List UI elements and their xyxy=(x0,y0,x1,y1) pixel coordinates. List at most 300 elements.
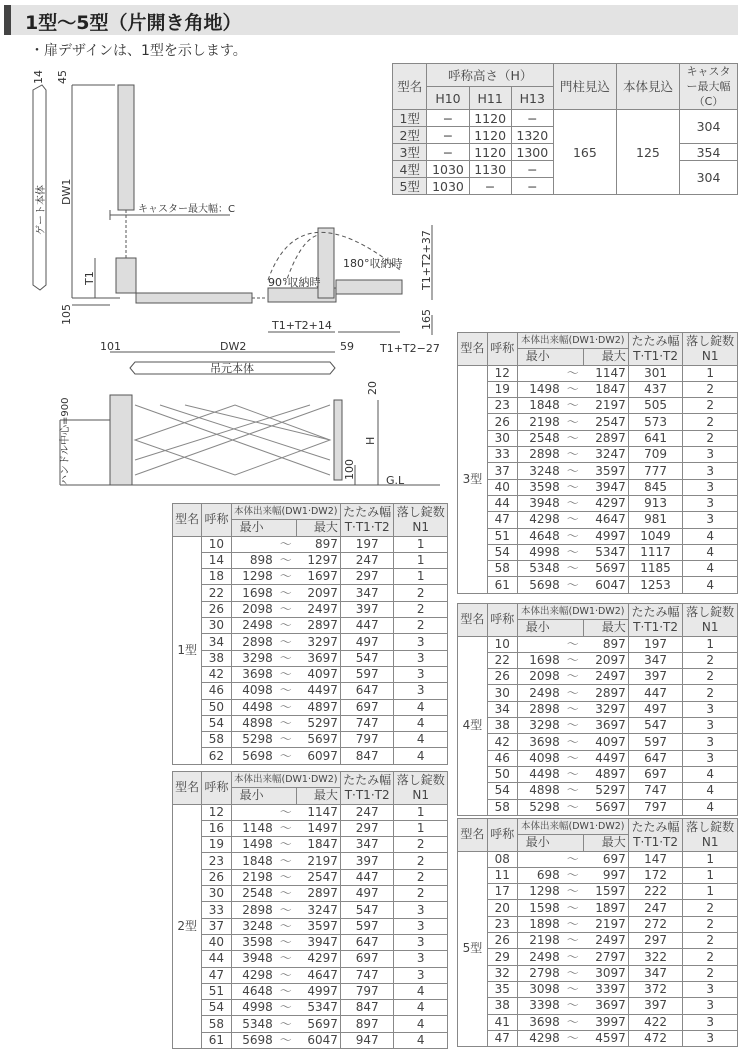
col-post: 門柱見込 xyxy=(553,64,616,110)
max-width: 3597 xyxy=(297,918,341,934)
min-width: 4298 xyxy=(231,967,275,983)
fold-width: 647 xyxy=(340,934,394,950)
lock-count: 4 xyxy=(394,1000,448,1016)
lock-count: 1 xyxy=(394,820,448,836)
model-name: 2型 xyxy=(173,804,202,1048)
col-max: 最大 xyxy=(297,520,341,536)
col-locks xyxy=(683,333,738,366)
lock-count: 4 xyxy=(683,577,738,593)
range-tilde: 〜 xyxy=(562,718,584,734)
min-width: 2098 xyxy=(231,601,275,617)
lock-count: 2 xyxy=(683,685,738,701)
fold-width: 597 xyxy=(340,918,394,934)
range-tilde: 〜 xyxy=(275,902,297,918)
min-width: 1298 xyxy=(517,884,562,900)
name-value: 41 xyxy=(487,1014,517,1030)
col-h11: H11 xyxy=(469,87,511,110)
range-tilde: 〜 xyxy=(562,867,584,883)
size-table-2 xyxy=(172,771,448,1049)
table-row xyxy=(458,430,738,446)
lock-count: 3 xyxy=(683,998,738,1014)
section-header xyxy=(4,5,738,35)
name-value: 58 xyxy=(202,1016,231,1032)
lock-count: 4 xyxy=(683,561,738,577)
range-tilde: 〜 xyxy=(275,618,297,634)
fold-width: 1253 xyxy=(628,577,683,593)
table-row xyxy=(173,804,448,820)
col-fold xyxy=(340,772,394,805)
name-value: 30 xyxy=(202,886,231,902)
fold-width: 647 xyxy=(340,683,394,699)
table-row xyxy=(173,853,448,869)
min-width: 3948 xyxy=(517,495,562,511)
max-width: 4497 xyxy=(297,683,341,699)
lock-count: 2 xyxy=(683,430,738,446)
min-width: 2498 xyxy=(517,949,562,965)
min-width: 2198 xyxy=(517,414,562,430)
max-width: 4647 xyxy=(584,512,629,528)
max-width: 2097 xyxy=(297,585,341,601)
fold-width: 897 xyxy=(340,1016,394,1032)
name-value: 62 xyxy=(202,748,231,764)
spec-table xyxy=(392,63,738,195)
table-row xyxy=(173,634,448,650)
max-width: 2497 xyxy=(584,669,629,685)
range-tilde: 〜 xyxy=(562,933,584,949)
min-width: 1598 xyxy=(517,900,562,916)
min-width: 3398 xyxy=(517,998,562,1014)
stow-90-label: 90°収納時 xyxy=(268,276,321,289)
dim-t1t2p37: T1+T2+37 xyxy=(420,230,433,290)
table-row xyxy=(458,512,738,528)
col-model: 型名 xyxy=(393,64,427,110)
col-fold xyxy=(628,819,683,852)
min-width: 1148 xyxy=(231,820,275,836)
gate-body-label: ゲート本体 xyxy=(36,185,47,235)
min-width: 4648 xyxy=(517,528,562,544)
lock-count: 2 xyxy=(394,886,448,902)
range-tilde: 〜 xyxy=(562,766,584,782)
fold-width: 547 xyxy=(628,718,683,734)
height-value: − xyxy=(511,161,553,178)
min-width: 2498 xyxy=(517,685,562,701)
lock-count: 1 xyxy=(394,804,448,820)
height-value: 1120 xyxy=(469,127,511,144)
range-tilde: 〜 xyxy=(562,884,584,900)
locks-sub-label: N1 xyxy=(412,787,430,802)
lock-count: 1 xyxy=(394,552,448,568)
range-tilde: 〜 xyxy=(562,783,584,799)
table-row xyxy=(458,867,738,883)
fold-width: 697 xyxy=(340,951,394,967)
fold-width: 301 xyxy=(628,365,683,381)
fold-width: 297 xyxy=(340,569,394,585)
height-value: 1030 xyxy=(427,161,469,178)
table-row xyxy=(458,414,738,430)
lock-count: 3 xyxy=(683,1014,738,1030)
table-row xyxy=(173,918,448,934)
height-value: 1300 xyxy=(511,144,553,161)
lock-count: 3 xyxy=(394,902,448,918)
fold-width: 472 xyxy=(628,1030,683,1046)
lock-count: 3 xyxy=(394,918,448,934)
min-width: 4898 xyxy=(517,783,562,799)
lock-count: 3 xyxy=(683,750,738,766)
range-tilde: 〜 xyxy=(275,569,297,585)
name-value: 22 xyxy=(202,585,231,601)
range-tilde: 〜 xyxy=(275,886,297,902)
range-tilde: 〜 xyxy=(562,561,584,577)
min-width: 4098 xyxy=(517,750,562,766)
min-width: 3098 xyxy=(517,981,562,997)
ground-level-label: G.L xyxy=(386,474,405,487)
fold-width: 597 xyxy=(340,666,394,682)
name-value: 38 xyxy=(487,998,517,1014)
lock-count: 3 xyxy=(683,447,738,463)
name-value: 51 xyxy=(202,983,231,999)
col-fold xyxy=(628,604,683,637)
min-width: 5298 xyxy=(231,732,275,748)
col-locks xyxy=(683,604,738,637)
min-width: 2898 xyxy=(517,447,562,463)
table-row xyxy=(458,981,738,997)
col-model: 型名 xyxy=(173,772,202,805)
max-width: 2897 xyxy=(297,886,341,902)
table-row xyxy=(458,766,738,782)
min-width: 3948 xyxy=(231,951,275,967)
col-name: 呼称 xyxy=(487,819,517,852)
max-width: 4897 xyxy=(297,699,341,715)
name-value: 58 xyxy=(487,561,517,577)
max-width: 1597 xyxy=(584,884,629,900)
fold-width: 497 xyxy=(340,886,394,902)
fold-width: 397 xyxy=(628,998,683,1014)
fold-width: 447 xyxy=(340,618,394,634)
gate-diagram xyxy=(0,60,450,500)
height-value: − xyxy=(427,127,469,144)
fold-width: 697 xyxy=(340,699,394,715)
table-row xyxy=(458,544,738,560)
fold-width: 422 xyxy=(628,1014,683,1030)
col-fold xyxy=(340,504,394,537)
lock-count: 3 xyxy=(394,951,448,967)
fold-width: 647 xyxy=(628,750,683,766)
model-name: 4型 xyxy=(458,636,488,815)
name-value: 37 xyxy=(202,918,231,934)
name-value: 42 xyxy=(487,734,517,750)
col-model: 型名 xyxy=(173,504,202,537)
name-value: 29 xyxy=(487,949,517,965)
fold-width: 447 xyxy=(628,685,683,701)
height-value: 1130 xyxy=(469,161,511,178)
max-width: 3597 xyxy=(584,463,629,479)
base-body-label: 吊元本体 xyxy=(210,362,254,375)
name-value: 61 xyxy=(202,1032,231,1048)
max-width: 5297 xyxy=(297,715,341,731)
table-row xyxy=(173,601,448,617)
min-width: 3298 xyxy=(517,718,562,734)
table-row xyxy=(458,933,738,949)
lock-count: 1 xyxy=(394,569,448,585)
fold-width: 697 xyxy=(628,766,683,782)
name-value: 50 xyxy=(487,766,517,782)
col-width: 本体出来幅(DW1·DW2) xyxy=(517,819,628,835)
fold-width: 297 xyxy=(628,933,683,949)
range-tilde: 〜 xyxy=(562,447,584,463)
table-row xyxy=(173,1000,448,1016)
lock-count: 4 xyxy=(683,544,738,560)
lock-count: 2 xyxy=(683,381,738,397)
dim-165: 165 xyxy=(420,309,433,330)
max-width: 3097 xyxy=(584,965,629,981)
dim-t1t2p14: T1+T2+14 xyxy=(272,319,332,332)
min-width: 1498 xyxy=(517,381,562,397)
max-width: 1147 xyxy=(297,804,341,820)
model-name: 3型 xyxy=(458,365,488,593)
range-tilde: 〜 xyxy=(562,949,584,965)
table-row xyxy=(458,718,738,734)
table-row xyxy=(458,685,738,701)
col-max: 最大 xyxy=(297,788,341,804)
fold-width: 197 xyxy=(340,536,394,552)
fold-width: 573 xyxy=(628,414,683,430)
table-row xyxy=(173,618,448,634)
lock-count: 2 xyxy=(394,585,448,601)
max-width: 2547 xyxy=(584,414,629,430)
lock-count: 3 xyxy=(683,718,738,734)
range-tilde: 〜 xyxy=(562,799,584,815)
col-min: 最小 xyxy=(517,620,584,636)
model-name: 5型 xyxy=(458,851,488,1047)
height-value: 1120 xyxy=(469,110,511,127)
range-tilde: 〜 xyxy=(562,998,584,1014)
min-width: 3698 xyxy=(517,1014,562,1030)
min-width: 2798 xyxy=(517,965,562,981)
name-value: 33 xyxy=(202,902,231,918)
name-value: 26 xyxy=(487,933,517,949)
fold-sub-label: T·T1·T2 xyxy=(633,834,678,849)
dim-45: 45 xyxy=(56,70,69,84)
design-note: ・扉デザインは、1型を示します。 xyxy=(30,43,247,59)
max-width: 3997 xyxy=(584,1014,629,1030)
min-width: 3598 xyxy=(517,479,562,495)
name-value: 42 xyxy=(202,666,231,682)
max-width: 3247 xyxy=(297,902,341,918)
min-width: 5298 xyxy=(517,799,562,815)
min-width xyxy=(231,804,275,820)
name-value: 61 xyxy=(487,577,517,593)
col-locks xyxy=(394,504,448,537)
lock-count: 4 xyxy=(683,528,738,544)
fold-width: 797 xyxy=(340,732,394,748)
name-value: 51 xyxy=(487,528,517,544)
fold-width: 497 xyxy=(340,634,394,650)
locks-label: 落し錠数 xyxy=(396,772,445,787)
fold-width: 947 xyxy=(340,1032,394,1048)
range-tilde: 〜 xyxy=(275,967,297,983)
name-value: 44 xyxy=(487,495,517,511)
range-tilde: 〜 xyxy=(275,951,297,967)
fold-width: 641 xyxy=(628,430,683,446)
name-value: 23 xyxy=(487,916,517,932)
max-width: 2797 xyxy=(584,949,629,965)
name-value: 50 xyxy=(202,699,231,715)
name-value: 35 xyxy=(487,981,517,997)
range-tilde: 〜 xyxy=(275,1032,297,1048)
fold-width: 1117 xyxy=(628,544,683,560)
max-width: 2097 xyxy=(584,652,629,668)
name-value: 30 xyxy=(487,685,517,701)
fold-width: 197 xyxy=(628,636,683,652)
name-value: 10 xyxy=(487,636,517,652)
table-row xyxy=(173,569,448,585)
min-width: 5698 xyxy=(231,1032,275,1048)
locks-sub-label: N1 xyxy=(701,834,719,849)
fold-width: 347 xyxy=(628,965,683,981)
min-width xyxy=(517,851,562,867)
max-width: 4297 xyxy=(297,951,341,967)
table-row xyxy=(173,585,448,601)
name-value: 26 xyxy=(202,869,231,885)
max-width: 4647 xyxy=(297,967,341,983)
fold-width: 597 xyxy=(628,734,683,750)
locks-sub-label: N1 xyxy=(412,519,430,534)
range-tilde: 〜 xyxy=(562,398,584,414)
lock-count: 3 xyxy=(683,495,738,511)
table-row xyxy=(458,652,738,668)
table-row xyxy=(173,983,448,999)
table-row xyxy=(173,869,448,885)
min-width: 4298 xyxy=(517,512,562,528)
col-model: 型名 xyxy=(458,604,488,637)
height-value: 1120 xyxy=(469,144,511,161)
min-width: 4898 xyxy=(231,715,275,731)
min-width: 4498 xyxy=(517,766,562,782)
fold-width: 847 xyxy=(340,1000,394,1016)
table-row xyxy=(173,1016,448,1032)
name-value: 37 xyxy=(487,463,517,479)
lock-count: 4 xyxy=(394,748,448,764)
model-name: 5型 xyxy=(393,178,427,195)
min-width: 4998 xyxy=(517,544,562,560)
fold-label: たたみ幅 xyxy=(631,604,680,619)
fold-sub-label: T·T1·T2 xyxy=(633,619,678,634)
fold-width: 247 xyxy=(628,900,683,916)
col-locks xyxy=(683,819,738,852)
min-width: 3598 xyxy=(231,934,275,950)
lock-count: 3 xyxy=(683,981,738,997)
name-value: 54 xyxy=(202,1000,231,1016)
fold-sub-label: T·T1·T2 xyxy=(344,519,390,534)
fold-sub-label: T·T1·T2 xyxy=(633,348,678,363)
name-value: 26 xyxy=(487,669,517,685)
name-value: 34 xyxy=(202,634,231,650)
table-row xyxy=(173,732,448,748)
model-name: 1型 xyxy=(393,110,427,127)
fold-width: 172 xyxy=(628,867,683,883)
table-row xyxy=(458,884,738,900)
range-tilde: 〜 xyxy=(562,430,584,446)
lock-count: 2 xyxy=(683,669,738,685)
range-tilde: 〜 xyxy=(275,820,297,836)
name-value: 40 xyxy=(487,479,517,495)
spec-row xyxy=(393,110,738,127)
col-caster: キャスター最大幅（C） xyxy=(680,64,738,110)
lock-count: 4 xyxy=(394,983,448,999)
range-tilde: 〜 xyxy=(275,683,297,699)
min-width xyxy=(517,636,562,652)
range-tilde: 〜 xyxy=(562,365,584,381)
max-width: 697 xyxy=(584,851,629,867)
fold-width: 397 xyxy=(340,601,394,617)
name-value: 30 xyxy=(202,618,231,634)
dim-dw1: DW1 xyxy=(60,178,73,205)
min-width: 3698 xyxy=(231,666,275,682)
range-tilde: 〜 xyxy=(562,981,584,997)
range-tilde: 〜 xyxy=(275,666,297,682)
max-width: 3697 xyxy=(297,650,341,666)
lock-count: 1 xyxy=(683,884,738,900)
min-width: 1898 xyxy=(517,916,562,932)
table-row xyxy=(458,1014,738,1030)
min-width: 5348 xyxy=(517,561,562,577)
lock-count: 3 xyxy=(394,967,448,983)
table-row xyxy=(458,447,738,463)
lock-count: 2 xyxy=(683,398,738,414)
lock-count: 3 xyxy=(394,634,448,650)
range-tilde: 〜 xyxy=(275,1000,297,1016)
max-width: 3297 xyxy=(297,634,341,650)
range-tilde: 〜 xyxy=(562,636,584,652)
lock-count: 4 xyxy=(683,766,738,782)
table-row xyxy=(458,669,738,685)
col-width: 本体出来幅(DW1·DW2) xyxy=(517,604,628,620)
lock-count: 2 xyxy=(683,965,738,981)
range-tilde: 〜 xyxy=(562,734,584,750)
max-width: 2497 xyxy=(297,601,341,617)
table-row xyxy=(458,900,738,916)
model-name: 1型 xyxy=(173,536,202,764)
name-value: 54 xyxy=(487,544,517,560)
name-value: 18 xyxy=(202,569,231,585)
fold-label: たたみ幅 xyxy=(631,333,680,348)
min-width: 2548 xyxy=(517,430,562,446)
fold-width: 847 xyxy=(340,748,394,764)
table-row xyxy=(458,479,738,495)
table-row xyxy=(173,536,448,552)
lock-count: 3 xyxy=(683,701,738,717)
fold-sub-label: T·T1·T2 xyxy=(344,787,390,802)
col-min: 最小 xyxy=(231,788,297,804)
col-width: 本体出来幅(DW1·DW2) xyxy=(517,333,628,349)
dim-h: H xyxy=(364,436,377,445)
min-width: 1498 xyxy=(231,837,275,853)
fold-width: 709 xyxy=(628,447,683,463)
range-tilde: 〜 xyxy=(275,1016,297,1032)
fold-width: 747 xyxy=(340,715,394,731)
range-tilde: 〜 xyxy=(562,381,584,397)
min-width: 1848 xyxy=(231,853,275,869)
fold-width: 845 xyxy=(628,479,683,495)
lock-count: 1 xyxy=(394,536,448,552)
fold-width: 447 xyxy=(340,869,394,885)
range-tilde: 〜 xyxy=(275,869,297,885)
name-value: 54 xyxy=(487,783,517,799)
table-row xyxy=(458,495,738,511)
fold-width: 547 xyxy=(340,650,394,666)
col-width: 本体出来幅(DW1·DW2) xyxy=(231,504,340,520)
fold-label: たたみ幅 xyxy=(343,504,392,519)
